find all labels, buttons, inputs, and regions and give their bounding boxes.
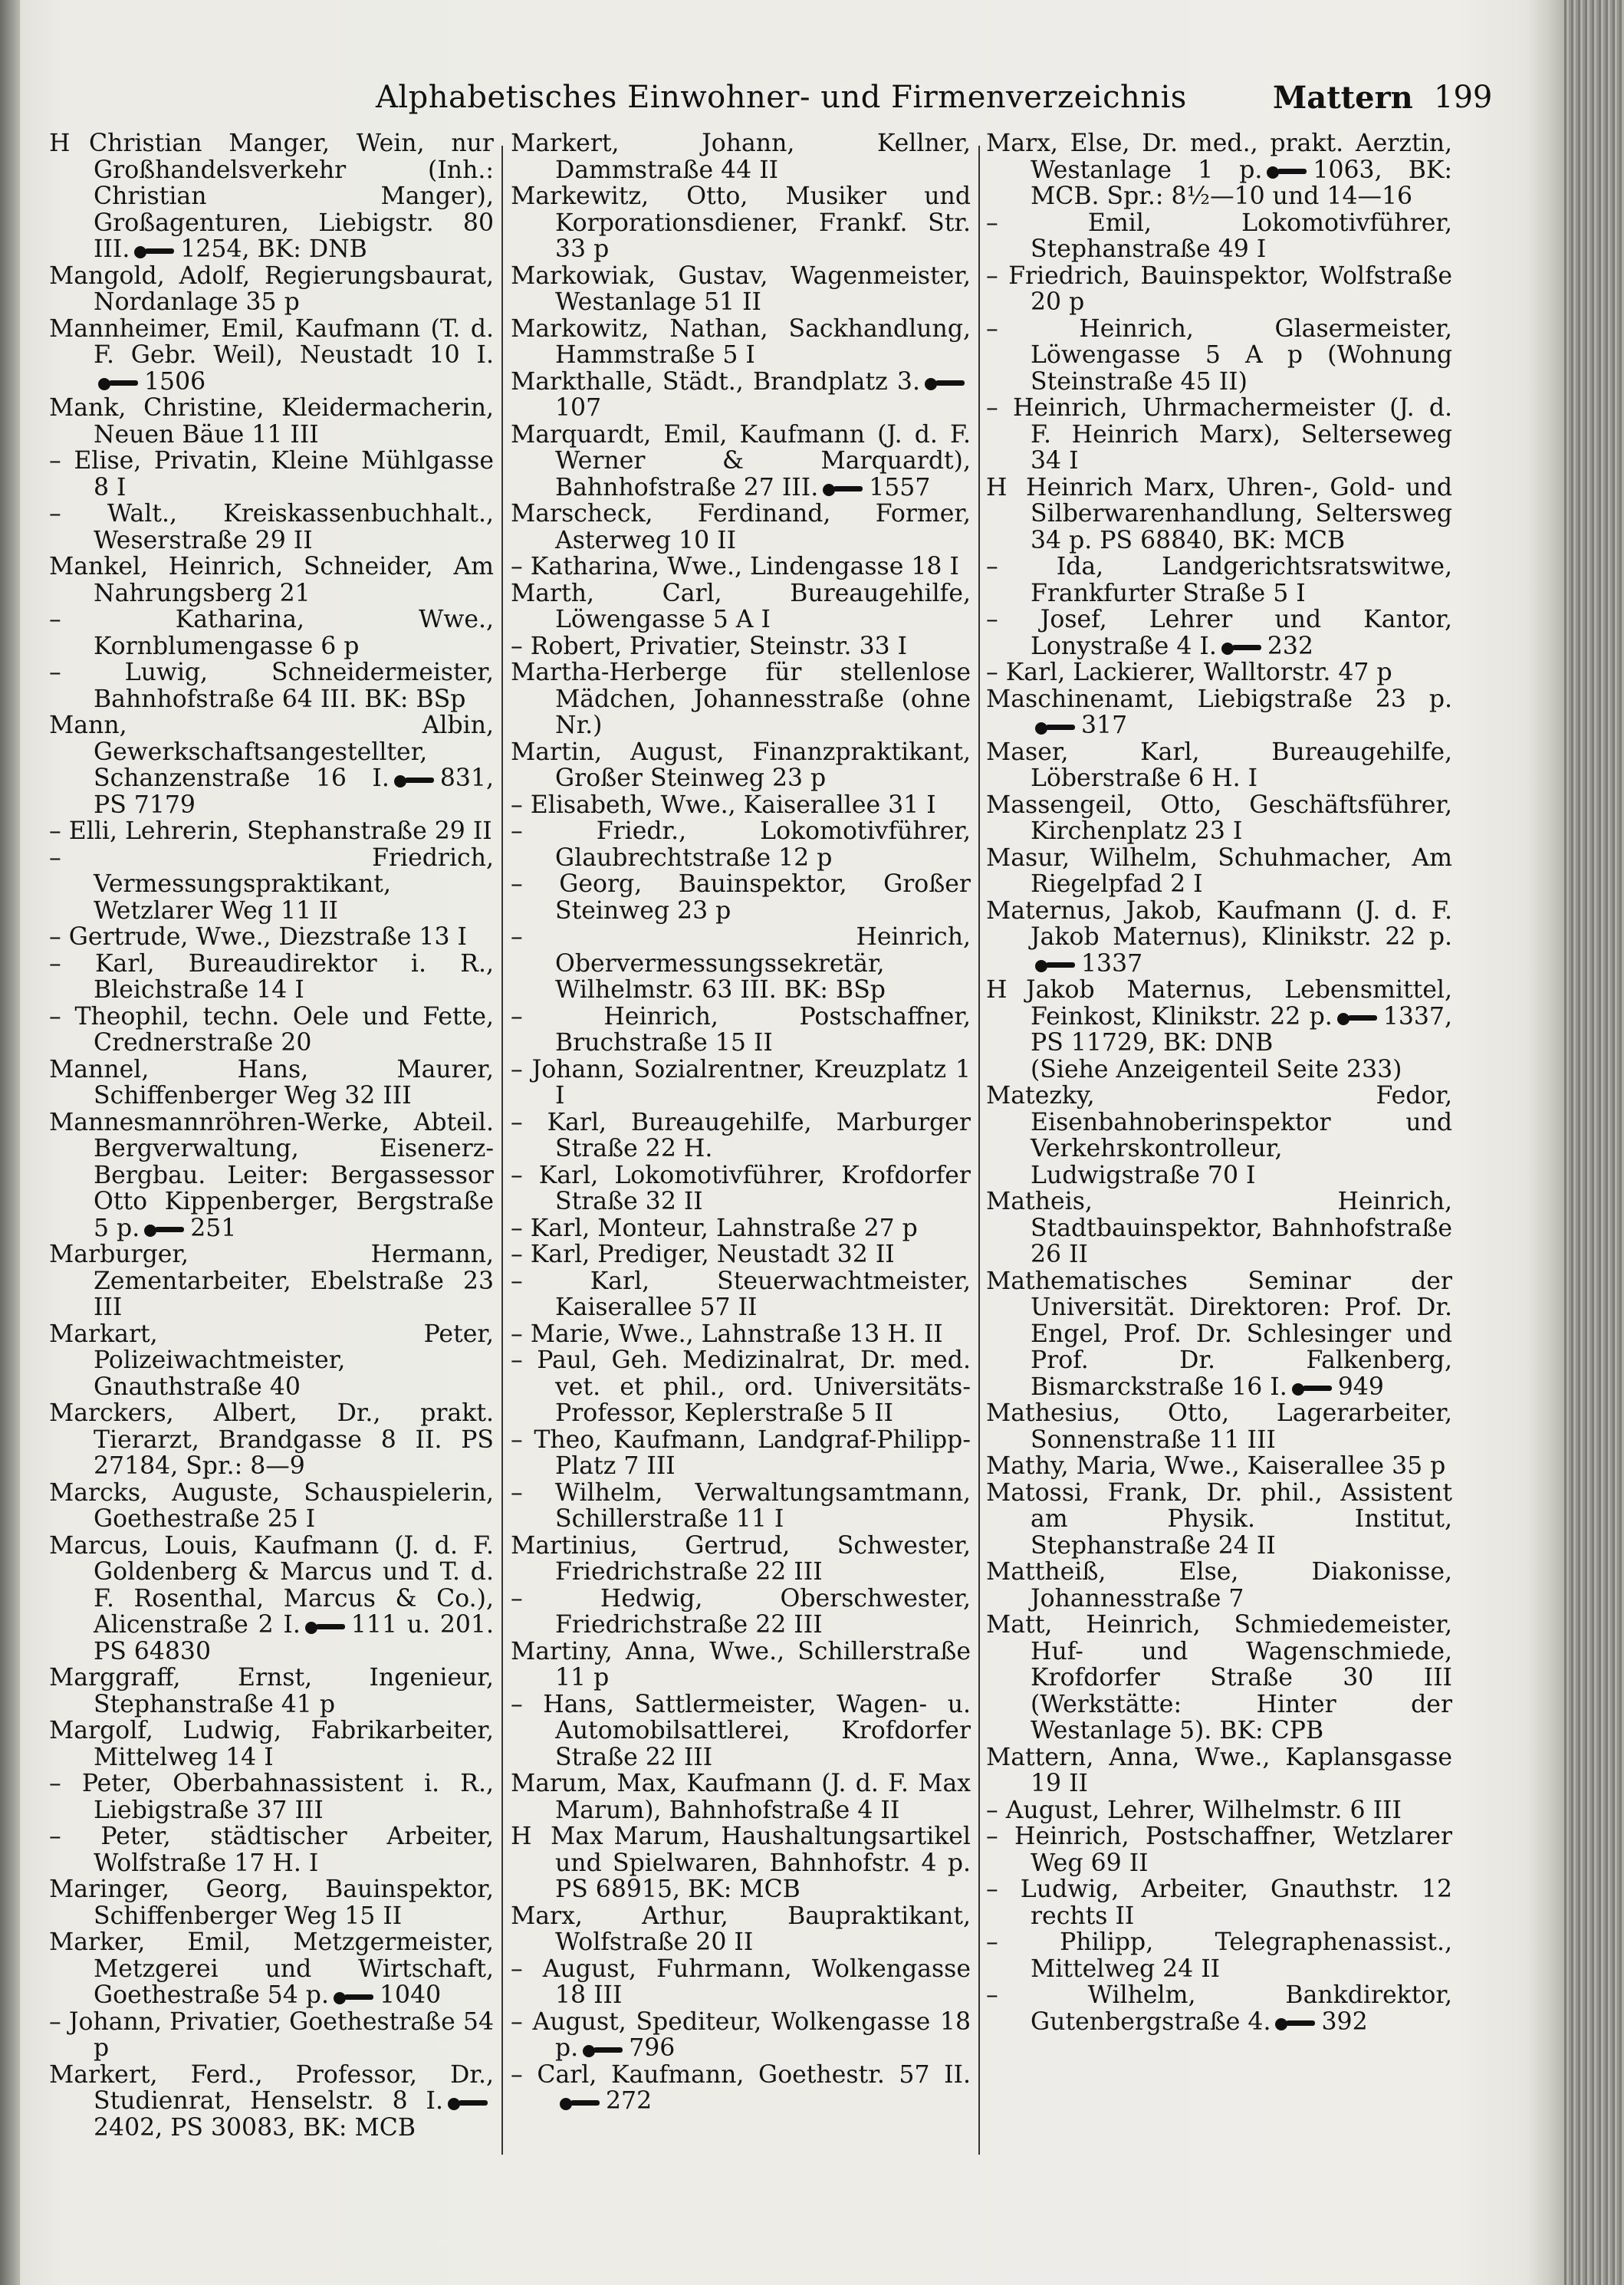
entry-text: Marx, Else, Dr. med., prakt. Aerztin, Westanlage 1 p. xyxy=(986,130,1452,184)
directory-entry xyxy=(511,871,971,924)
directory-entry xyxy=(986,395,1452,475)
entry-text: – Karl, Bureaugehilfe, Marburger Straße 22 H. xyxy=(511,1108,971,1162)
directory-entry xyxy=(49,845,494,925)
directory-entry xyxy=(49,2009,494,2062)
entry-text: – Katharina, Wwe., Kornblumengasse 6 p xyxy=(49,606,494,660)
directory-entry xyxy=(511,422,971,501)
directory-entry xyxy=(49,951,494,1004)
entry-text: Markert, Ferd., Professor, Dr., Studienrat, Henselstr. 8 I. xyxy=(49,2060,494,2115)
entry-text: – Peter, städtischer Arbeiter, Wolfstraße 17 H. I xyxy=(49,1823,494,1877)
directory-entry xyxy=(511,1110,971,1162)
directory-entry xyxy=(511,1268,971,1321)
entry-text: Marscheck, Ferdinand, Former, Asterweg 10 II xyxy=(511,500,971,554)
entry-text: – Heinrich, Postschaffner, Bruchstraße 15 II xyxy=(511,1002,971,1057)
entry-text: – Ludwig, Arbeiter, Gnauthstr. 12 rechts II xyxy=(986,1876,1452,1930)
phone-number: 1337, PS 11729, BK: DNB xyxy=(1031,1002,1452,1057)
directory-entry xyxy=(986,659,1452,686)
entry-text: – Theophil, techn. Oele und Fette, Crednerstraße 20 xyxy=(49,1002,494,1057)
entry-text: Markert, Johann, Kellner, Dammstraße 44 II xyxy=(511,130,971,184)
entry-text: Marckers, Albert, Dr., prakt. Tierarzt, Brandgasse 8 II. PS 27184, Spr.: 8—9 xyxy=(49,1399,494,1480)
entry-text: – Robert, Privatier, Steinstr. 33 I xyxy=(511,632,908,660)
entry-text: Markewitz, Otto, Musiker und Korporationsdiener, Frankf. Str. 33 p xyxy=(511,182,971,263)
directory-entry xyxy=(511,1057,971,1110)
directory-entry xyxy=(511,580,971,633)
entry-text: Marburger, Hermann, Zementarbeiter, Ebelstraße 23 III xyxy=(49,1241,494,1321)
directory-entry xyxy=(49,554,494,607)
entry-text: Maringer, Georg, Bauinspektor, Schiffenberger Weg 15 II xyxy=(49,1876,494,1930)
directory-entry xyxy=(511,1903,971,1956)
entry-text: Marcks, Auguste, Schauspielerin, Goethestraße 25 I xyxy=(49,1478,494,1533)
entry-text: Mannheimer, Emil, Kaufmann (T. d. F. Gebr. Weil), Neustadt 10 I. xyxy=(49,314,494,369)
directory-entry xyxy=(511,1427,971,1480)
directory-entry xyxy=(986,1480,1452,1560)
directory-entry xyxy=(511,1321,971,1348)
directory-entry xyxy=(49,501,494,554)
telephone-receiver-icon xyxy=(98,376,140,389)
telephone-receiver-icon xyxy=(1337,1011,1379,1024)
directory-entry xyxy=(511,1823,971,1903)
entry-text: – Karl, Lackierer, Walltorstr. 47 p xyxy=(986,659,1392,686)
directory-entry xyxy=(986,1083,1452,1189)
entry-text: – Karl, Bureaudirektor i. R., Bleichstraße 14 I xyxy=(49,949,494,1004)
entry-text: Martiny, Anna, Wwe., Schillerstraße 11 p xyxy=(511,1637,971,1692)
phone-number: 392 xyxy=(1321,2007,1368,2035)
page-edge-stack xyxy=(1564,0,1624,2285)
directory-entry xyxy=(511,2062,971,2115)
entry-text: – Elisabeth, Wwe., Kaiserallee 31 I xyxy=(511,791,936,819)
entry-text: – Heinrich, Glasermeister, Löwengasse 5 A p (Wohnung Steinstraße 45 II) xyxy=(986,314,1452,396)
phone-number: 107 xyxy=(555,394,602,422)
entry-text: Martin, August, Finanzpraktikant, Großer Steinweg 23 p xyxy=(511,738,971,792)
directory-entry xyxy=(986,1559,1452,1612)
entry-text: – Walt., Kreiskassenbuchhalt., Weserstraße 29 II xyxy=(49,500,494,554)
telephone-receiver-icon xyxy=(583,2043,624,2056)
entry-text: – Hedwig, Oberschwester, Friedrichstraße 22 III xyxy=(511,1584,971,1639)
book-spine-shadow xyxy=(0,0,20,2285)
entry-text: – Philipp, Telegraphenassist., Mittelweg 24 II xyxy=(986,1928,1452,1983)
entry-text: – Karl, Steuerwachtmeister, Kaiserallee 57 II xyxy=(511,1267,971,1321)
phone-number: 251 xyxy=(190,1214,237,1242)
entry-text: Christian Manger, Wein, nur Großhandelsverkehr (Inh.: Christian Manger), Großagenturen, Liebigstr. 80 III. xyxy=(89,130,494,263)
column-left xyxy=(49,130,494,2141)
directory-entry xyxy=(49,1876,494,1929)
entry-text: – Karl, Prediger, Neustadt 32 II xyxy=(511,1241,895,1268)
directory-entry xyxy=(49,1241,494,1321)
directory-entry xyxy=(49,316,494,396)
entry-text: Markart, Peter, Polizeiwachtmeister, Gnauthstraße 40 xyxy=(49,1320,494,1401)
directory-entry xyxy=(986,263,1452,316)
entry-text: Mattheiß, Else, Diakonisse, Johannesstraße 7 xyxy=(986,1558,1452,1613)
telephone-receiver-icon xyxy=(1221,641,1263,653)
column-divider xyxy=(978,146,980,2155)
phone-number: 1063, BK: MCB. Spr.: 8½—10 und 14—16 xyxy=(1031,156,1452,210)
directory-entry xyxy=(49,1823,494,1876)
entry-text: – Wilhelm, Verwaltungsamtmann, Schillerstraße 11 I xyxy=(511,1478,971,1533)
catchword: Mattern xyxy=(1273,80,1413,116)
telephone-receiver-icon xyxy=(1275,2017,1317,2029)
entry-text: Marker, Emil, Metzgermeister, Metzgerei und Wirtschaft, Goethestraße 54 p. xyxy=(49,1928,494,2009)
phone-number: 1506 xyxy=(144,367,206,396)
directory-entry xyxy=(986,1189,1452,1268)
entry-text: Massengeil, Otto, Geschäftsführer, Kirchenplatz 23 I xyxy=(986,791,1452,845)
entry-text: – Johann, Privatier, Goethestraße 54 p xyxy=(49,2007,494,2062)
phone-number: 232 xyxy=(1267,632,1313,660)
entry-text: Maschinenamt, Liebigstraße 23 p. xyxy=(986,685,1452,713)
directory-entry xyxy=(511,2009,971,2062)
directory-entry xyxy=(986,607,1452,659)
column-divider xyxy=(501,146,503,2155)
telephone-receiver-icon xyxy=(1035,721,1077,733)
phone-number: 1557 xyxy=(869,473,931,501)
telephone-receiver-icon xyxy=(305,1620,347,1632)
directory-entry xyxy=(511,1770,971,1823)
entry-note: (Siehe Anzeigenteil Seite 233) xyxy=(1031,1055,1402,1083)
entry-text: Max Marum, Haushaltungsartikel und Spielwaren, Bahnhofstr. 4 p. PS 68915, BK: MCB xyxy=(551,1823,971,1903)
entry-text: Mangold, Adolf, Regierungsbaurat, Nordanlage 35 p xyxy=(49,261,494,316)
directory-entry xyxy=(511,1162,971,1215)
directory-entry xyxy=(986,898,1452,978)
entry-text: – Emil, Lokomotivführer, Stephanstraße 49 I xyxy=(986,209,1452,263)
directory-entry xyxy=(49,924,494,951)
entry-text: – Katharina, Wwe., Lindengasse 18 I xyxy=(511,553,959,580)
directory-entry xyxy=(986,977,1452,1057)
phone-number: 111 u. 201. PS 64830 xyxy=(94,1611,494,1665)
entry-text: – Paul, Geh. Medizinalrat, Dr. med. vet. et phil., ord. Universitäts-Professor, Keplerstraße 5 II xyxy=(511,1346,971,1427)
entry-text: – August, Spediteur, Wolkengasse 18 p. xyxy=(511,2007,971,2062)
directory-entry xyxy=(986,1876,1452,1929)
directory-entry xyxy=(511,1480,971,1533)
directory-entry xyxy=(511,1956,971,2009)
entry-text: – Elli, Lehrerin, Stephanstraße 29 II xyxy=(49,817,492,845)
entry-text: – Josef, Lehrer und Kantor, Lonystraße 4 I. xyxy=(986,606,1452,660)
entry-text: – August, Fuhrmann, Wolkengasse 18 III xyxy=(511,1955,971,2009)
directory-entry xyxy=(986,1797,1452,1824)
entry-text: Marquardt, Emil, Kaufmann (J. d. F. Werner & Marquardt), Bahnhofstraße 27 III. xyxy=(511,420,971,501)
directory-entry xyxy=(511,1004,971,1057)
phone-number: 1337 xyxy=(1081,949,1143,978)
entry-text: Marum, Max, Kaufmann (J. d. F. Max Marum), Bahnhofstraße 4 II xyxy=(511,1770,971,1824)
entry-text: Mathesius, Otto, Lagerarbeiter, Sonnenstraße 11 III xyxy=(986,1399,1452,1454)
directory-entry xyxy=(49,1057,494,1110)
phone-number: 1254, BK: DNB xyxy=(180,235,367,263)
entry-text: – Elise, Privatin, Kleine Mühlgasse 8 I xyxy=(49,447,494,501)
directory-entry xyxy=(511,792,971,819)
directory-entry xyxy=(511,1586,971,1639)
directory-entry xyxy=(986,1268,1452,1401)
entry-text: – Friedrich, Vermessungspraktikant, Wetzlarer Weg 11 II xyxy=(49,843,494,925)
entry-text: Markowitz, Nathan, Sackhandlung, Hammstraße 5 I xyxy=(511,314,971,369)
directory-entry xyxy=(511,633,971,660)
telephone-receiver-icon xyxy=(823,482,864,495)
entry-text: Marth, Carl, Bureaugehilfe, Löwengasse 5 A I xyxy=(511,579,971,633)
entry-text: Mannel, Hans, Maurer, Schiffenberger Weg 32 III xyxy=(49,1055,494,1110)
directory-entry xyxy=(511,554,971,580)
directory-entry xyxy=(49,2062,494,2142)
directory-entry xyxy=(511,1241,971,1268)
directory-entry xyxy=(986,1453,1452,1480)
telephone-receiver-icon xyxy=(144,1223,186,1235)
directory-entry xyxy=(511,501,971,554)
entry-text: – Marie, Wwe., Lahnstraße 13 H. II xyxy=(511,1320,943,1348)
entry-text: Jakob Maternus, Lebensmittel, Feinkost, Klinikstr. 22 p. xyxy=(1026,976,1452,1031)
directory-entry xyxy=(49,1770,494,1823)
directory-entry xyxy=(511,316,971,369)
directory-entry xyxy=(511,369,971,422)
entry-text: – Georg, Bauinspektor, Großer Steinweg 23 p xyxy=(511,870,971,925)
entry-text: – Friedr., Lokomotivführer, Glaubrechtstraße 12 p xyxy=(511,817,971,872)
column-middle xyxy=(511,130,971,2115)
directory-entry xyxy=(511,818,971,871)
directory-entry xyxy=(511,1347,971,1427)
entry-text: – Karl, Lokomotivführer, Krofdorfer Straße 32 II xyxy=(511,1161,971,1215)
directory-entry xyxy=(986,739,1452,792)
directory-entry xyxy=(986,1612,1452,1744)
entry-text: – Wilhelm, Bankdirektor, Gutenbergstraße 4. xyxy=(986,1981,1452,2035)
entry-text: – Luwig, Schneidermeister, Bahnhofstraße 64 III. BK: BSp xyxy=(49,659,494,713)
entry-text: Matheis, Heinrich, Stadtbauinspektor, Bahnhofstraße 26 II xyxy=(986,1188,1452,1268)
entry-text: – Karl, Monteur, Lahnstraße 27 p xyxy=(511,1214,918,1242)
directory-entry xyxy=(49,1110,494,1242)
telephone-receiver-icon xyxy=(560,2096,601,2109)
directory-entry xyxy=(511,924,971,1004)
entry-text: Margolf, Ludwig, Fabrikarbeiter, Mittelweg 14 I xyxy=(49,1717,494,1771)
entry-text: Martha-Herberge für stellenlose Mädchen, Johannesstraße (ohne Nr.) xyxy=(511,659,971,739)
entry-text: Heinrich Marx, Uhren-, Gold- und Silberwarenhandlung, Seltersweg 34 p. PS 68840, BK: MCB xyxy=(1026,473,1452,554)
directory-entry xyxy=(511,183,971,263)
telephone-receiver-icon xyxy=(1035,958,1077,971)
telephone-receiver-icon xyxy=(925,376,966,389)
directory-entry xyxy=(986,210,1452,263)
entry-text: Mathy, Maria, Wwe., Kaiserallee 35 p xyxy=(986,1452,1446,1480)
phone-number: 831, PS 7179 xyxy=(94,764,494,819)
entry-text: Markthalle, Städt., Brandplatz 3. xyxy=(511,367,920,396)
trade-register-marker: H xyxy=(986,976,1008,1004)
entry-text: – Friedrich, Bauinspektor, Wolfstraße 20 p xyxy=(986,261,1452,316)
directory-entry xyxy=(511,659,971,739)
trade-register-marker: H xyxy=(511,1823,532,1850)
entry-text: – Heinrich, Obervermessungssekretär, Wilhelmstr. 63 III. BK: BSp xyxy=(511,923,971,1004)
entry-text: Marggraff, Ernst, Ingenieur, Stephanstraße 41 p xyxy=(49,1664,494,1718)
directory-entry xyxy=(49,659,494,712)
telephone-receiver-icon xyxy=(134,245,176,257)
entry-text: Masur, Wilhelm, Schuhmacher, Am Riegelpfad 2 I xyxy=(986,843,1452,898)
directory-entry xyxy=(986,1929,1452,1982)
directory-entry xyxy=(49,1929,494,2009)
telephone-receiver-icon xyxy=(1292,1382,1333,1394)
entry-text: Mank, Christine, Kleidermacherin, Neuen Bäue 11 III xyxy=(49,394,494,449)
directory-entry xyxy=(49,607,494,659)
column-right xyxy=(986,130,1452,2035)
directory-entry xyxy=(49,818,494,845)
directory-entry xyxy=(511,1692,971,1771)
phone-number: 272 xyxy=(606,2087,653,2115)
directory-entry xyxy=(511,263,971,316)
entry-text: Marcus, Louis, Kaufmann (J. d. F. Goldenberg & Marcus und T. d. F. Rosenthal, Marcus & Co.), Alicenstraße 2 I. xyxy=(49,1531,494,1639)
directory-entry xyxy=(49,130,494,263)
entry-text: Maternus, Jakob, Kaufmann (J. d. F. Jakob Maternus), Klinikstr. 22 p. xyxy=(986,896,1452,951)
entry-text: Martinius, Gertrud, Schwester, Friedrichstraße 22 III xyxy=(511,1531,971,1586)
entry-text: – Gertrude, Wwe., Diezstraße 13 I xyxy=(49,923,467,951)
telephone-receiver-icon xyxy=(334,1991,375,2003)
entry-text: Matezky, Fedor, Eisenbahnoberinspektor und Verkehrskontrolleur, Ludwigstraße 70 I xyxy=(986,1082,1452,1189)
directory-entry xyxy=(511,1215,971,1242)
entry-text: – Heinrich, Uhrmachermeister (J. d. F. Heinrich Marx), Selterseweg 34 I xyxy=(986,394,1452,475)
telephone-receiver-icon xyxy=(448,2096,489,2109)
directory-entry xyxy=(49,263,494,316)
entry-text: Marx, Arthur, Baupraktikant, Wolfstraße 20 II xyxy=(511,1902,971,1956)
entry-text: – Theo, Kaufmann, Landgraf-Philipp-Platz 7 III xyxy=(511,1425,971,1480)
directory-entry xyxy=(986,475,1452,554)
entry-text: Markowiak, Gustav, Wagenmeister, Westanlage 51 II xyxy=(511,261,971,316)
directory-entry xyxy=(49,1004,494,1057)
directory-entry xyxy=(49,1718,494,1770)
entry-text: – Ida, Landgerichtsratswitwe, Frankfurter Straße 5 I xyxy=(986,553,1452,607)
entry-text: – Heinrich, Postschaffner, Wetzlarer Weg 69 II xyxy=(986,1823,1452,1877)
directory-entry xyxy=(986,316,1452,396)
phone-number: 949 xyxy=(1337,1373,1384,1401)
directory-entry xyxy=(986,1744,1452,1797)
trade-register-marker: H xyxy=(49,130,71,157)
entry-text: Mann, Albin, Gewerkschaftsangestellter, Schanzenstraße 16 I. xyxy=(49,712,494,792)
directory-entry xyxy=(511,1639,971,1692)
trade-register-marker: H xyxy=(986,473,1008,501)
directory-entry xyxy=(511,739,971,792)
directory-entry xyxy=(49,448,494,501)
directory-entry xyxy=(986,130,1452,210)
directory-entry xyxy=(986,554,1452,607)
directory-entry xyxy=(511,130,971,183)
directory-entry xyxy=(986,1982,1452,2035)
directory-entry xyxy=(49,395,494,448)
directory-entry xyxy=(49,1480,494,1533)
entry-text: – August, Lehrer, Wilhelmstr. 6 III xyxy=(986,1796,1402,1824)
entry-text: – Johann, Sozialrentner, Kreuzplatz 1 I xyxy=(511,1055,971,1110)
page-header xyxy=(46,80,1493,126)
directory-entry xyxy=(511,1533,971,1586)
entry-text: Matossi, Frank, Dr. phil., Assistent am Physik. Institut, Stephanstraße 24 II xyxy=(986,1478,1452,1560)
directory-entry xyxy=(49,1533,494,1665)
directory-entry xyxy=(986,845,1452,898)
phone-number: 2402, PS 30083, BK: MCB xyxy=(94,2113,416,2141)
running-title: Alphabetisches Einwohner- und Firmenverzeichnis xyxy=(376,80,1187,115)
directory-entry xyxy=(986,686,1452,739)
directory-entry xyxy=(49,1400,494,1480)
directory-entry xyxy=(49,1665,494,1718)
telephone-receiver-icon xyxy=(1267,165,1308,177)
directory-entry xyxy=(986,1823,1452,1876)
directory-entry xyxy=(49,1321,494,1401)
entry-text: – Hans, Sattlermeister, Wagen- u. Automobilsattlerei, Krofdorfer Straße 22 III xyxy=(511,1690,971,1771)
directory-entry xyxy=(986,1400,1452,1453)
entry-text: – Peter, Oberbahnassistent i. R., Liebigstraße 37 III xyxy=(49,1770,494,1824)
phone-number: 317 xyxy=(1081,712,1128,739)
entry-text: Mathematisches Seminar der Universität. Direktoren: Prof. Dr. Engel, Prof. Dr. Schlesinger und Prof. Dr. Falkenberg, Bismarckstraße 16 I. xyxy=(986,1267,1452,1401)
entry-text: Maser, Karl, Bureaugehilfe, Löberstraße 6 H. I xyxy=(986,738,1452,792)
telephone-receiver-icon xyxy=(394,774,436,786)
entry-text: Mannesmannröhren-Werke, Abteil. Bergverwaltung, Eisenerz-Bergbau. Leiter: Bergassessor Otto Kippenberger, Bergstraße 5 p. xyxy=(49,1108,494,1242)
phone-number: 796 xyxy=(629,2034,676,2062)
entry-text: Matt, Heinrich, Schmiedemeister, Huf- und Wagenschmiede, Krofdorfer Straße 30 III (Werkstätte: Hinter der Westanlage 5). BK: CPB xyxy=(986,1611,1452,1744)
entry-text: – Carl, Kaufmann, Goethestr. 57 II. xyxy=(511,2060,971,2089)
page-number: 199 xyxy=(1434,80,1493,115)
directory-entry xyxy=(49,712,494,818)
phone-number: 1040 xyxy=(380,1981,442,2009)
entry-text: Mattern, Anna, Wwe., Kaplansgasse 19 II xyxy=(986,1743,1452,1797)
entry-text: Mankel, Heinrich, Schneider, Am Nahrungsberg 21 xyxy=(49,553,494,607)
directory-entry xyxy=(986,792,1452,845)
